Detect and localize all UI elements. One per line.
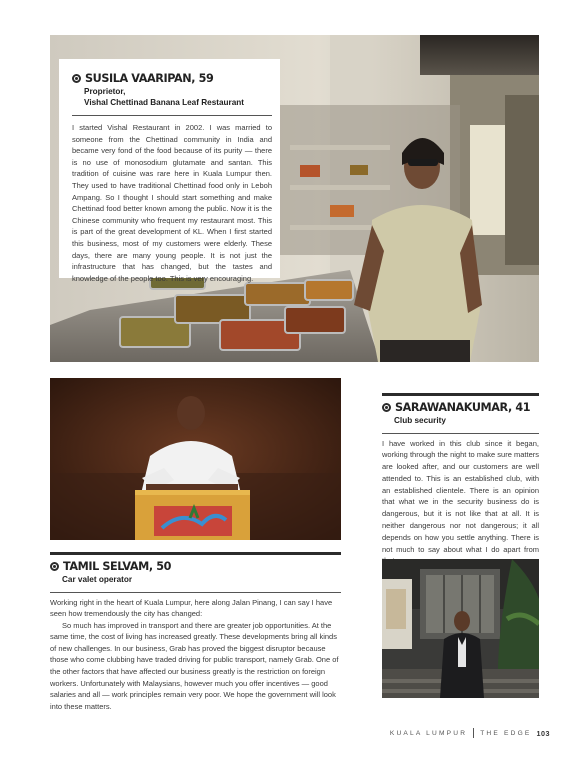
footer-divider: [473, 728, 474, 738]
bullet-icon: [382, 403, 391, 412]
club-entrance-photo: [382, 559, 539, 698]
divider: [72, 115, 272, 116]
profile-role: Proprietor,: [84, 87, 126, 96]
profile-quote: [382, 438, 539, 568]
quote-paragraph-2: So much has improved in transport and there are greater job opportunities. At the same time, the cost of living has increased greatly. These developments bring all kinds of new challenges. In our business, Grab has proved the biggest disruptor because those who come clubbing have traded driving for public transport, namely Grab. One of the other factors that have affected our business greatly is the restriction on foreign workers. Unfortunately with Malaysians, however much you offer incentives — good salaries and all — work principles remain very poor. We hope the government will look into these matters.: [50, 620, 339, 711]
profile-role: Club security: [394, 416, 446, 425]
quote-paragraph: I have worked in this club since it began, working through the night to make sure matters are looked after, and our customers are well attended to. This is an established club, with an established clientele. There is an opinion that what we in the security business do is dangerous, but it is not like that at all. It is neither dangerous nor not dangerous; it all depends on how you settle anything. There is not much to say about what I do apart from: [382, 438, 539, 554]
section-rule: [50, 552, 341, 555]
profile-name: SARAWANAKUMAR, 41: [395, 401, 531, 414]
profile-name: TAMIL SELVAM, 50: [63, 560, 172, 573]
section-rule: [382, 393, 539, 396]
profile-quote: [72, 122, 272, 284]
page-footer: [390, 728, 550, 738]
profile-card-tamil-selvam: [50, 552, 341, 712]
profile-quote: [50, 597, 341, 713]
profile-role: Car valet operator: [62, 575, 133, 584]
quote-paragraph-1: Working right in the heart of Kuala Lumpur, here along Jalan Pinang, I can say I have seen how tremendously the city has changed:: [50, 597, 333, 619]
magazine-name: THE EDGE: [480, 729, 532, 737]
profile-name: SUSILA VAARIPAN, 59: [85, 72, 214, 85]
divider: [50, 592, 341, 593]
podium-photo: [50, 378, 341, 540]
profile-role-detail: Vishal Chettinad Banana Leaf Restaurant: [84, 97, 244, 107]
publication-name: KUALA LUMPUR: [389, 729, 468, 737]
divider: [382, 433, 539, 434]
bullet-icon: [50, 562, 59, 571]
profile-card-susila: [59, 59, 280, 283]
bullet-icon: [72, 74, 81, 83]
quote-paragraph: I started Vishal Restaurant in 2002. I was married to someone from the Chettinad community in India and became very fond of the food because of its purity — there is no use of monosodium glutamate and santan. This tradition of cuisine was rare here in Kuala Lumpur then. They used to have traditional Chettinad food only in Leboh Ampang. So I thought I should start something and make Chettinad food better known among the public. Now it is the Chinese community who frequent my restaurant most. This is part of the great development of KL. When I first started this business, most of my customers were elderly. These days, there are many young people. It is not just the infrastructure that has changed, but the tastes and knowledge of the people too. This is very encouraging.: [72, 123, 272, 283]
page-number: 103: [536, 728, 550, 738]
profile-card-sarawanakumar: [382, 393, 539, 554]
